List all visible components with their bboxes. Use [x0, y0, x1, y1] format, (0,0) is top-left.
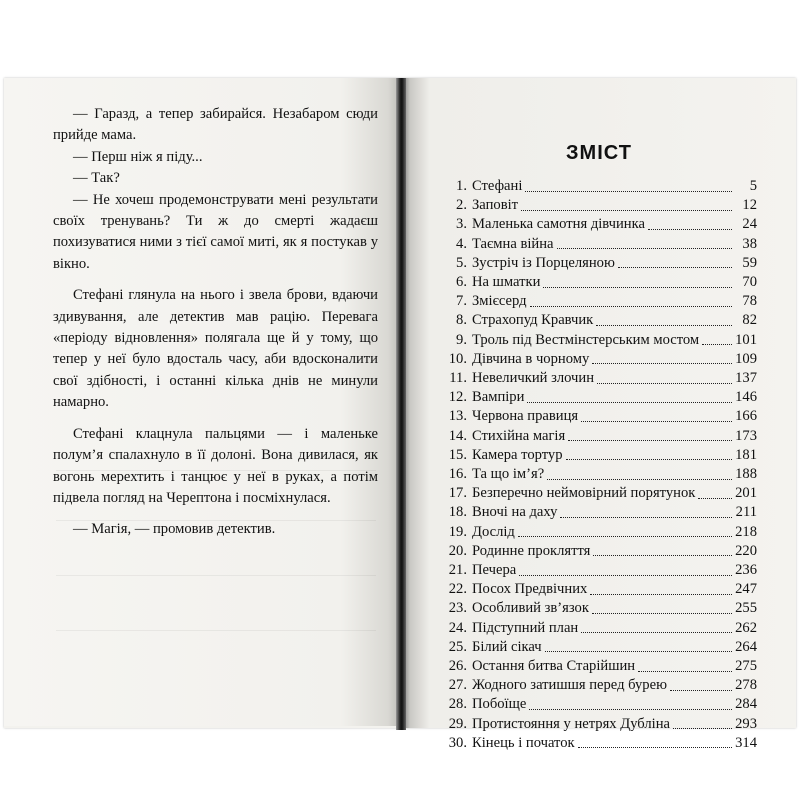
- toc-entry-number: 15.: [448, 446, 467, 463]
- paragraph: — Гаразд, а тепер забирайся. Незабаром сюди прийде мама.: [53, 106, 378, 144]
- toc-entry-number: 20.: [448, 542, 467, 559]
- toc-entry: [437, 254, 757, 273]
- toc-entry: [437, 465, 757, 484]
- toc-leader-dots: [560, 508, 732, 518]
- toc-entry: [437, 177, 757, 196]
- toc-entry-title: Вампіри: [472, 389, 525, 406]
- toc-leader-dots: [596, 316, 732, 326]
- toc-leader-dots: [592, 604, 732, 614]
- paragraph: — Перш ніж я піду...: [73, 148, 203, 165]
- toc-entry-number: 11.: [449, 370, 467, 387]
- toc-entry-title: Таємна війна: [472, 235, 554, 252]
- toc-entry-number: 22.: [448, 581, 467, 598]
- toc-entry-page: 5: [749, 178, 757, 194]
- toc-entry-title: Заповіт: [472, 197, 519, 214]
- toc-leader-dots: [581, 623, 732, 633]
- toc-entry-title: Посох Предвічних: [472, 581, 588, 598]
- toc-leader-dots: [618, 258, 732, 268]
- toc-entry-page: 275: [735, 658, 757, 675]
- toc-entry-number: 29.: [448, 715, 467, 732]
- paragraph: — Не хочеш продемонструвати мені результати своїх тренувань? Ти ж до смерті жадаєш похизуватися ними з тієї самої миті, як я постукав у вікно.: [53, 191, 378, 272]
- toc-entry: [437, 215, 757, 234]
- toc-leader-dots: [597, 374, 732, 384]
- toc-entry: [437, 561, 757, 580]
- toc-leader-dots: [525, 182, 732, 192]
- toc-leader-dots: [529, 700, 732, 710]
- toc-entry-number: 5.: [456, 254, 467, 271]
- toc-leader-dots: [648, 220, 732, 230]
- toc-entry-number: 28.: [448, 696, 467, 713]
- toc-entry: [437, 657, 757, 676]
- toc-entry-title: Страхопуд Кравчик: [472, 312, 594, 329]
- toc-leader-dots: [521, 201, 732, 211]
- toc-entry-page: 201: [735, 485, 757, 502]
- toc-entry-number: 7.: [456, 293, 467, 310]
- toc-entry-title: Невеличкий злочин: [472, 370, 595, 387]
- toc-entry-page: 264: [735, 638, 757, 655]
- toc-entry-number: 13.: [448, 408, 467, 425]
- paragraph: Стефані глянула на нього і звела брови, вдаючи здивування, але детектив мав рацію. Перевага «періоду відновлення» полягала ще й у тому, що тепер у неї було вдосталь часу, аби вдосконалити свої здібності, і останні кілька днів не минули намарно.: [53, 287, 378, 411]
- toc-entry-number: 3.: [456, 216, 467, 233]
- toc-title: ЗМІСТ: [566, 142, 632, 164]
- toc-entry-page: 314: [735, 734, 757, 751]
- toc-leader-dots: [590, 585, 732, 595]
- toc-entry-title: Особливий зв’язок: [472, 600, 589, 617]
- book-gutter: [396, 78, 406, 730]
- toc-entry: [437, 715, 757, 734]
- toc-leader-dots: [568, 431, 732, 441]
- toc-leader-dots: [518, 527, 732, 537]
- toc-leader-dots: [593, 546, 732, 556]
- toc-entry-page: 101: [735, 331, 757, 348]
- toc-entry-title: Дівчина в чорному: [472, 350, 590, 367]
- toc-entry-page: 166: [735, 408, 757, 425]
- toc-leader-dots: [566, 450, 732, 460]
- toc-entry-page: 70: [742, 274, 757, 291]
- toc-entry-number: 1.: [456, 178, 467, 194]
- toc-entry: [437, 292, 757, 311]
- toc-entry-title: Протистояння у нетрях Дубліна: [472, 715, 670, 732]
- toc-entry-number: 12.: [448, 389, 467, 406]
- toc-entry: [437, 523, 757, 542]
- toc-entry-number: 25.: [448, 638, 467, 655]
- show-through-line: [56, 575, 376, 576]
- toc-entry-page: 173: [735, 427, 757, 444]
- toc-leader-dots: [578, 738, 732, 748]
- show-through-line: [56, 630, 376, 631]
- toc-entry-title: Печера: [472, 562, 517, 579]
- toc-entry-page: 255: [735, 600, 757, 617]
- toc-entry-number: 8.: [456, 312, 467, 329]
- toc-entry-number: 30.: [448, 734, 467, 751]
- toc-entry: [437, 273, 757, 292]
- toc-leader-dots: [527, 393, 732, 403]
- toc-entry-number: 2.: [456, 197, 467, 214]
- toc-entry-title: Кінець і початок: [472, 734, 575, 751]
- toc-entry: [437, 734, 757, 753]
- toc-entry-number: 18.: [448, 504, 467, 521]
- toc-entry-title: Жодного затишшя перед бурею: [472, 677, 667, 694]
- toc-entry-page: 59: [742, 254, 757, 271]
- toc-entry-page: 188: [735, 466, 757, 483]
- toc-entry-page: 137: [735, 370, 757, 387]
- toc-leader-dots: [592, 354, 732, 364]
- toc-entry-page: 293: [735, 715, 757, 732]
- toc-entry-title: Червона правиця: [472, 408, 579, 425]
- toc-leader-dots: [547, 470, 732, 480]
- toc-entry: [437, 676, 757, 695]
- toc-entry: [437, 446, 757, 465]
- toc-entry-page: 247: [735, 581, 757, 598]
- toc-entry-number: 27.: [448, 677, 467, 694]
- toc-entry-number: 6.: [456, 274, 467, 291]
- toc-entry-title: Та що ім’я?: [472, 466, 545, 483]
- toc-entry: [437, 369, 757, 388]
- toc-leader-dots: [543, 278, 732, 288]
- toc-entry-number: 4.: [456, 235, 467, 252]
- toc-entry-number: 21.: [448, 562, 467, 579]
- toc-entry-page: 220: [735, 542, 757, 559]
- toc-entry-title: На шматки: [472, 274, 541, 291]
- toc-leader-dots: [519, 566, 732, 576]
- toc-entry-page: 78: [742, 293, 757, 310]
- toc-entry-number: 19.: [448, 523, 467, 540]
- toc-leader-dots: [545, 642, 732, 652]
- toc-entry-number: 16.: [448, 466, 467, 483]
- toc-entry-number: 24.: [448, 619, 467, 636]
- toc-leader-dots: [670, 681, 732, 691]
- toc-entry-title: Стихійна магія: [472, 427, 566, 444]
- toc-entry-page: 181: [735, 446, 757, 463]
- toc-entry-title: Вночі на даху: [472, 504, 558, 521]
- toc-entry-title: Змієсерд: [472, 293, 527, 310]
- toc-leader-dots: [702, 335, 732, 345]
- toc-entry-page: 146: [735, 389, 757, 406]
- toc-entry: [437, 311, 757, 330]
- toc-entry-number: 17.: [448, 485, 467, 502]
- toc-entry-page: 12: [742, 197, 757, 214]
- toc-entry: [437, 599, 757, 618]
- paragraph: Стефані клацнула пальцями — і маленьке полум’я спалахнуло в її долоні. Вона дивилася, як вогонь мерехтить і танцює у неї в руках, а потім підвела погляд на Черептона і посміхнулася.: [53, 425, 378, 506]
- toc-entry-page: 82: [742, 312, 757, 329]
- toc-leader-dots: [557, 239, 732, 249]
- toc-leader-dots: [530, 297, 732, 307]
- toc-entry-page: 284: [735, 696, 757, 713]
- left-page-text: [53, 104, 378, 541]
- toc-entry-title: Стефані: [472, 178, 523, 194]
- toc-entry-title: Підступний план: [472, 619, 579, 636]
- toc-entry-page: 211: [735, 504, 757, 521]
- toc-entry-page: 236: [735, 562, 757, 579]
- toc-entry: [437, 350, 757, 369]
- toc-entry-page: 278: [735, 677, 757, 694]
- toc-leader-dots: [698, 489, 732, 499]
- toc-entry-page: 218: [735, 523, 757, 540]
- toc-entry-title: Білий сікач: [472, 638, 542, 655]
- toc-entry: [437, 196, 757, 215]
- toc-entry: [437, 331, 757, 350]
- toc-entry: [437, 580, 757, 599]
- toc-entry: [437, 542, 757, 561]
- toc-leader-dots: [673, 719, 732, 729]
- toc-entry: [437, 695, 757, 714]
- toc-entry-page: 38: [742, 235, 757, 252]
- toc-entry-title: Побоїще: [472, 696, 527, 713]
- toc-leader-dots: [581, 412, 732, 422]
- toc-entry-number: 9.: [456, 331, 467, 348]
- toc-entry-number: 23.: [448, 600, 467, 617]
- toc-leader-dots: [638, 662, 732, 672]
- toc-entry-title: Дослід: [472, 523, 515, 540]
- toc-entry-title: Безперечно неймовірний порятунок: [472, 485, 696, 502]
- toc-entry-page: 24: [742, 216, 757, 233]
- toc-entry-title: Зустріч із Порцеляною: [472, 254, 615, 271]
- toc-entry: [437, 619, 757, 638]
- toc-entry: [437, 503, 757, 522]
- toc-entry-title: Троль під Вестмінстерським мостом: [472, 331, 700, 348]
- toc-entry-title: Остання битва Старійшин: [472, 658, 636, 675]
- toc-entry-page: 262: [735, 619, 757, 636]
- toc-entry-number: 26.: [448, 658, 467, 675]
- toc-entry: [437, 235, 757, 254]
- toc-entry-title: Маленька самотня дівчинка: [472, 216, 645, 233]
- toc-entry-page: 109: [735, 350, 757, 367]
- toc-entry: [437, 484, 757, 503]
- toc-entry-title: Камера тортур: [472, 446, 563, 463]
- toc-entry-number: 10.: [448, 350, 467, 367]
- toc-entry-title: Родинне прокляття: [472, 542, 591, 559]
- paragraph: — Магія, — промовив детектив.: [73, 521, 276, 538]
- toc-entry: [437, 388, 757, 407]
- toc-entry: [437, 638, 757, 657]
- toc-list: [437, 177, 757, 753]
- toc-entry: [437, 407, 757, 426]
- toc-entry: [437, 427, 757, 446]
- paragraph: — Так?: [73, 170, 120, 187]
- toc-entry-number: 14.: [448, 427, 467, 444]
